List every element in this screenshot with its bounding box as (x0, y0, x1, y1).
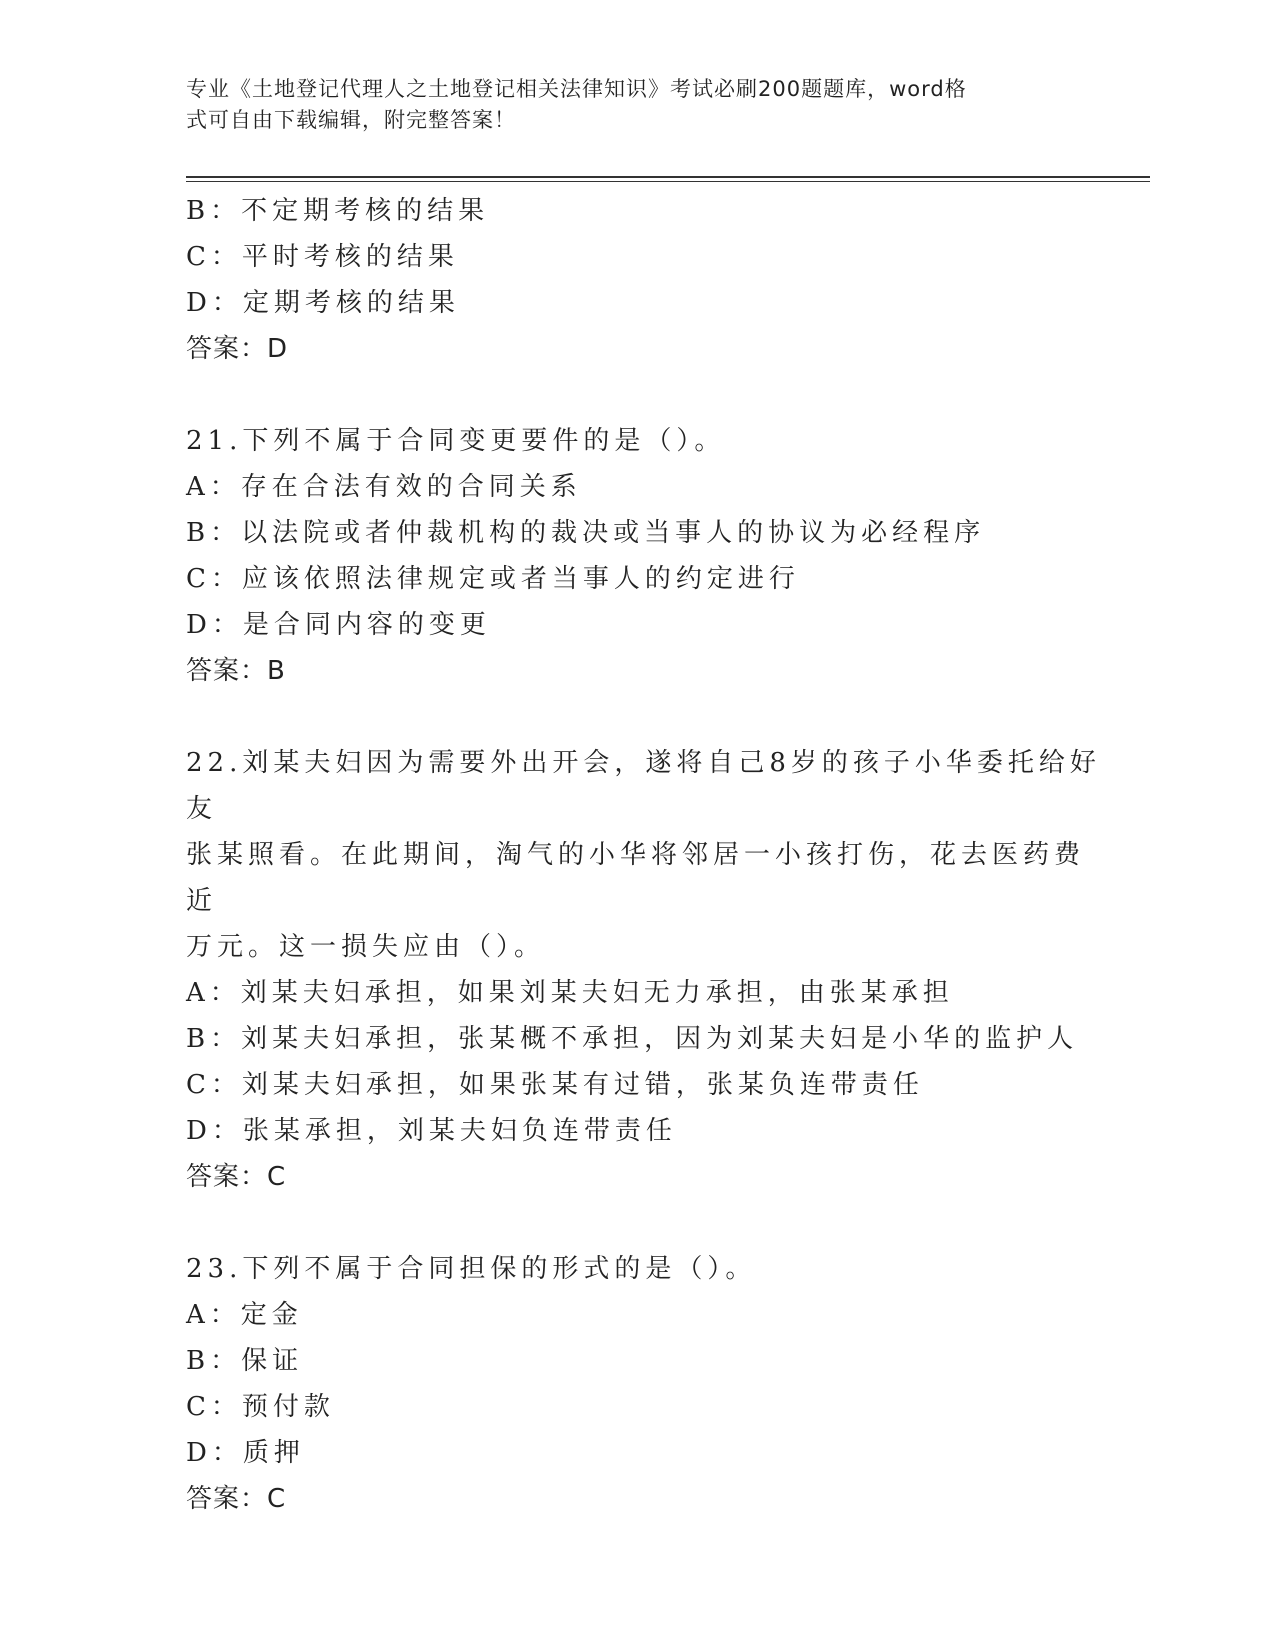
question-stem: 21.下列不属于合同变更要件的是（）。 (186, 426, 726, 456)
answer-line: 答案：C (186, 1162, 287, 1192)
option-b: B：保证 (186, 1346, 304, 1376)
question-block-22 (186, 740, 1106, 1200)
question-block-23 (186, 1246, 1106, 1522)
question-list (186, 188, 1106, 1522)
option-a: A：定金 (186, 1300, 303, 1330)
option-b: B：以法院或者仲裁机构的裁决或当事人的协议为必经程序 (186, 518, 986, 548)
option-b: B：不定期考核的结果 (186, 196, 490, 226)
question-block-20 (186, 188, 1106, 372)
option-d: D：张某承担，刘某夫妇负连带责任 (186, 1116, 677, 1146)
answer-line: 答案：B (186, 656, 286, 686)
option-c: C：应该依照法律规定或者当事人的约定进行 (186, 564, 800, 594)
header-line-2: 式可自由下载编辑，附完整答案！ (186, 108, 516, 132)
option-d: D：质押 (186, 1438, 305, 1468)
header-line-1: 专业《土地登记代理人之土地登记相关法律知识》考试必刷200题题库，word格 (186, 77, 967, 101)
question-block-21 (186, 418, 1106, 694)
document-header (186, 74, 1066, 136)
option-c: C：刘某夫妇承担，如果张某有过错，张某负连带责任 (186, 1070, 924, 1100)
question-stem-line-3: 万元。这一损失应由（）。 (186, 932, 546, 962)
question-stem-line-1: 22.刘某夫妇因为需要外出开会，遂将自己8岁的孩子小华委托给好友 (186, 748, 1101, 824)
answer-line: 答案：C (186, 1484, 287, 1514)
option-a: A：存在合法有效的合同关系 (186, 472, 582, 502)
option-c: C：预付款 (186, 1392, 335, 1422)
question-stem-line-2: 张某照看。在此期间，淘气的小华将邻居一小孩打伤，花去医药费近 (186, 840, 1086, 916)
option-d: D：是合同内容的变更 (186, 610, 491, 640)
question-stem: 23.下列不属于合同担保的形式的是（）。 (186, 1254, 757, 1284)
option-c: C：平时考核的结果 (186, 242, 459, 272)
answer-line: 答案：D (186, 334, 289, 364)
header-divider-thin (186, 181, 1150, 182)
option-a: A：刘某夫妇承担，如果刘某夫妇无力承担，由张某承担 (186, 978, 954, 1008)
header-divider-thick (186, 176, 1150, 178)
option-d: D：定期考核的结果 (186, 288, 460, 318)
option-b: B：刘某夫妇承担，张某概不承担，因为刘某夫妇是小华的监护人 (186, 1024, 1079, 1054)
